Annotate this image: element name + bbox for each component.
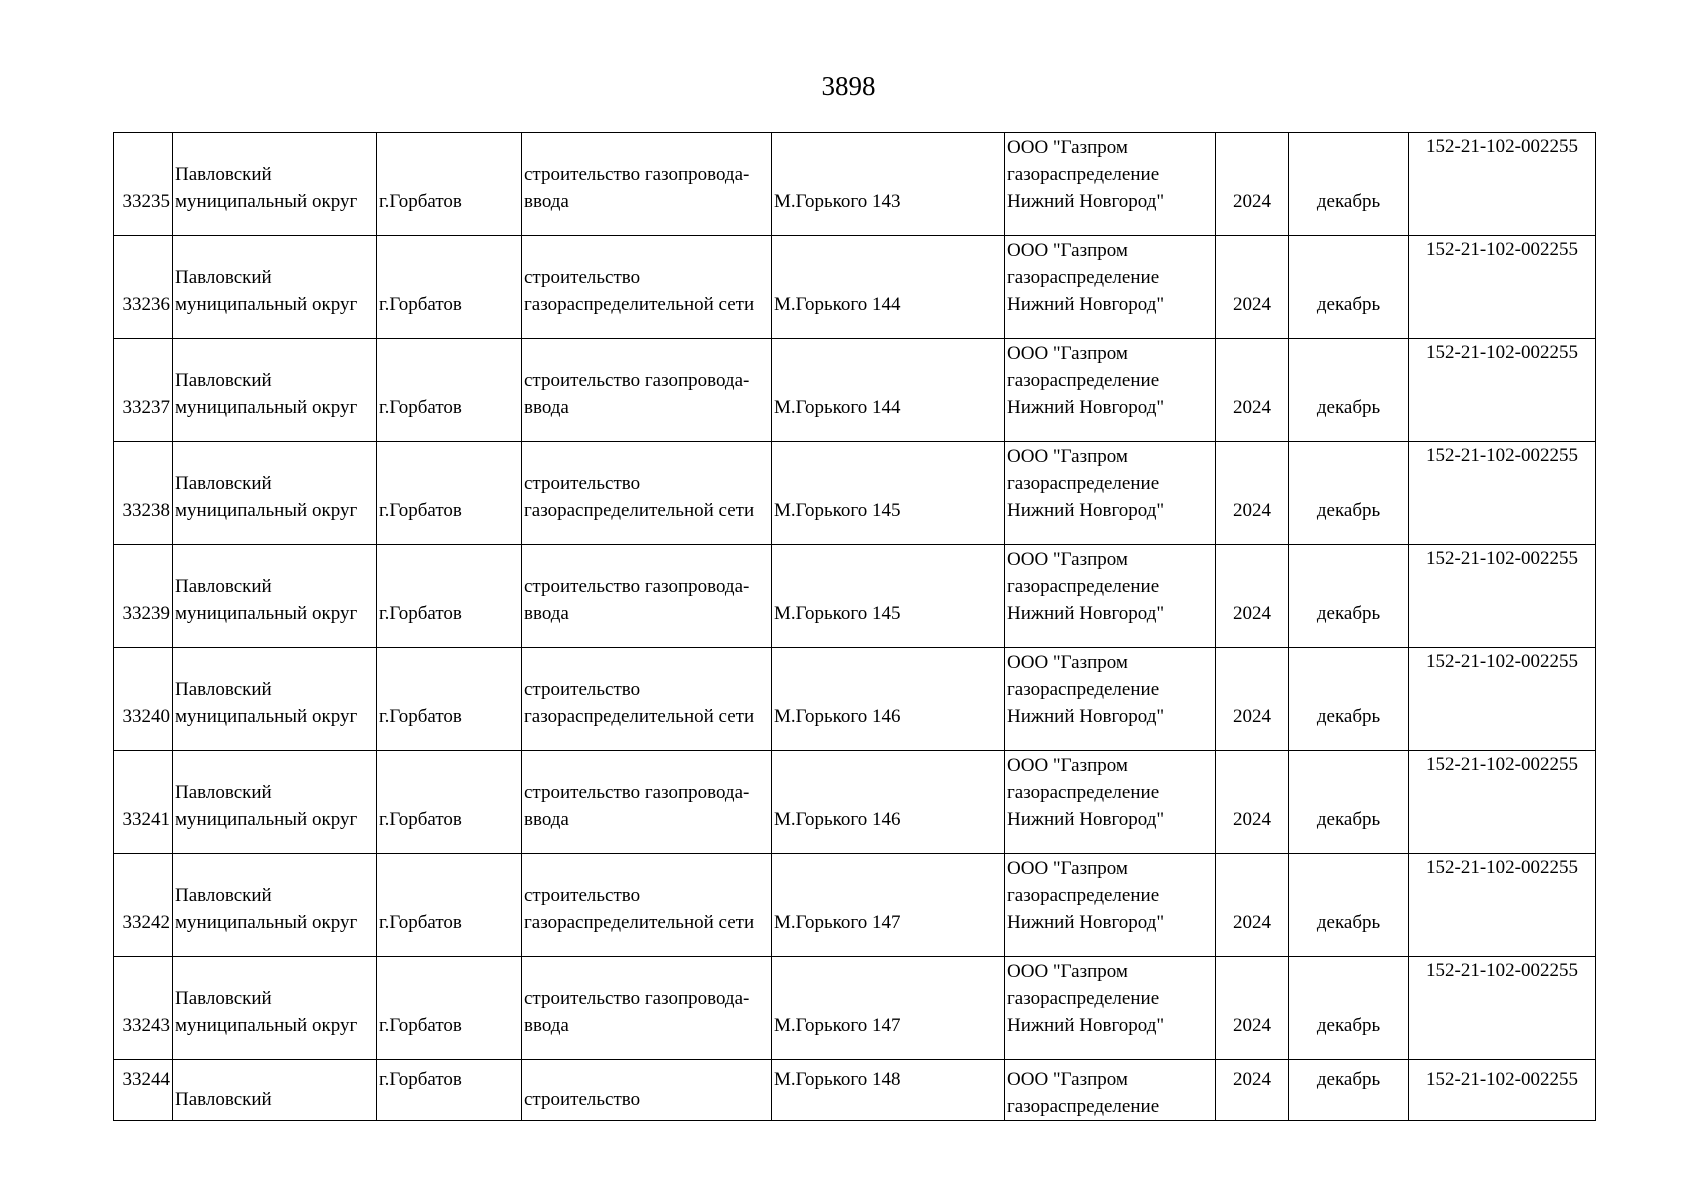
organization-cell-line: газораспределение [1007, 267, 1160, 288]
address-cell [772, 751, 1005, 854]
code-cell-text: 152-21-102-002255 [1426, 651, 1578, 672]
year-cell [1216, 133, 1289, 236]
locality-cell-text: г.Горбатов [379, 603, 462, 624]
address-cell-text: М.Горького 146 [774, 809, 901, 830]
year-cell-text: 2024 [1233, 1069, 1271, 1090]
locality-cell-text: г.Горбатов [379, 500, 462, 521]
work-type-cell [522, 236, 772, 339]
locality-cell-text: г.Горбатов [379, 294, 462, 315]
organization-cell-line: ООО "Газпром [1007, 240, 1128, 261]
year-cell-text: 2024 [1233, 1015, 1271, 1036]
organization-cell [1005, 236, 1216, 339]
work-type-cell-line: ввода [524, 191, 569, 212]
code-cell-text: 152-21-102-002255 [1426, 342, 1578, 363]
address-cell [772, 442, 1005, 545]
table-row [114, 957, 1596, 1060]
locality-cell [377, 1060, 522, 1121]
district-cell-line: муниципальный округ [175, 603, 358, 624]
locality-cell-text: г.Горбатов [379, 706, 462, 727]
district-cell [173, 1060, 377, 1121]
code-cell-text: 152-21-102-002255 [1426, 1069, 1578, 1090]
district-cell [173, 133, 377, 236]
address-cell-text: М.Горького 143 [774, 191, 901, 212]
year-cell [1216, 648, 1289, 751]
address-cell-text: М.Горького 145 [774, 500, 901, 521]
code-cell-text: 152-21-102-002255 [1426, 960, 1578, 981]
page-number: 3898 [821, 71, 876, 101]
district-cell-line: Павловский [175, 885, 272, 906]
district-cell-line: Павловский [175, 164, 272, 185]
district-cell-line: муниципальный округ [175, 809, 358, 830]
locality-cell-text: г.Горбатов [379, 397, 462, 418]
organization-cell-line: Нижний Новгород" [1007, 397, 1165, 418]
row-number-text: 33239 [122, 603, 170, 624]
table-row [114, 133, 1596, 236]
locality-cell-text: г.Горбатов [379, 1015, 462, 1036]
district-cell [173, 236, 377, 339]
work-type-cell-line: газораспределительной сети [524, 294, 755, 315]
row-number-text: 33235 [122, 191, 170, 212]
code-cell-text: 152-21-102-002255 [1426, 548, 1578, 569]
month-cell-text: декабрь [1316, 191, 1381, 212]
organization-cell-line: ООО "Газпром [1007, 446, 1128, 467]
year-cell [1216, 339, 1289, 442]
row-number [114, 1060, 173, 1121]
address-cell [772, 339, 1005, 442]
district-cell-line: Павловский [175, 1089, 272, 1110]
district-cell [173, 339, 377, 442]
district-cell-line: муниципальный округ [175, 191, 358, 212]
locality-cell [377, 236, 522, 339]
month-cell [1289, 236, 1409, 339]
organization-cell-line: газораспределение [1007, 1096, 1160, 1117]
work-type-cell-line: строительство газопровода- [524, 988, 750, 1009]
year-cell-text: 2024 [1233, 809, 1271, 830]
table-row [114, 751, 1596, 854]
work-type-cell-line: ввода [524, 809, 569, 830]
year-cell [1216, 236, 1289, 339]
district-cell [173, 751, 377, 854]
year-cell [1216, 1060, 1289, 1121]
organization-cell [1005, 854, 1216, 957]
code-cell [1409, 442, 1596, 545]
table-row [114, 339, 1596, 442]
row-number [114, 648, 173, 751]
work-type-cell [522, 133, 772, 236]
district-cell-line: Павловский [175, 370, 272, 391]
row-number-text: 33236 [122, 294, 170, 315]
organization-cell-line: газораспределение [1007, 885, 1160, 906]
month-cell-text: декабрь [1316, 1015, 1381, 1036]
organization-cell [1005, 957, 1216, 1060]
organization-cell [1005, 648, 1216, 751]
month-cell [1289, 648, 1409, 751]
month-cell-text: декабрь [1316, 912, 1381, 933]
address-cell-text: М.Горького 146 [774, 706, 901, 727]
work-type-cell [522, 648, 772, 751]
work-type-cell-line: ввода [524, 1015, 569, 1036]
organization-cell-line: Нижний Новгород" [1007, 912, 1165, 933]
organization-cell [1005, 545, 1216, 648]
row-number-text: 33238 [122, 500, 170, 521]
work-type-cell-line: строительство [524, 679, 641, 700]
row-number-text: 33237 [122, 397, 170, 418]
address-cell [772, 854, 1005, 957]
month-cell-text: декабрь [1316, 294, 1381, 315]
organization-cell-line: ООО "Газпром [1007, 858, 1128, 879]
district-cell [173, 648, 377, 751]
month-cell-text: декабрь [1316, 706, 1381, 727]
work-type-cell [522, 339, 772, 442]
organization-cell-line: газораспределение [1007, 576, 1160, 597]
month-cell [1289, 854, 1409, 957]
locality-cell [377, 339, 522, 442]
row-number [114, 545, 173, 648]
organization-cell-line: ООО "Газпром [1007, 755, 1128, 776]
organization-cell-line: ООО "Газпром [1007, 343, 1128, 364]
work-type-cell-line: газораспределительной сети [524, 912, 755, 933]
district-cell [173, 957, 377, 1060]
district-cell-line: муниципальный округ [175, 1015, 358, 1036]
row-number [114, 751, 173, 854]
month-cell [1289, 339, 1409, 442]
work-type-cell-line: строительство [524, 1089, 641, 1110]
address-cell-text: М.Горького 147 [774, 912, 901, 933]
locality-cell [377, 545, 522, 648]
month-cell [1289, 442, 1409, 545]
district-cell-line: муниципальный округ [175, 500, 358, 521]
work-type-cell [522, 957, 772, 1060]
code-cell-text: 152-21-102-002255 [1426, 754, 1578, 775]
district-cell-line: муниципальный округ [175, 912, 358, 933]
organization-cell-line: Нижний Новгород" [1007, 500, 1165, 521]
month-cell-text: декабрь [1316, 809, 1381, 830]
code-cell-text: 152-21-102-002255 [1426, 239, 1578, 260]
work-type-cell [522, 854, 772, 957]
year-cell [1216, 854, 1289, 957]
code-cell [1409, 1060, 1596, 1121]
address-cell-text: М.Горького 144 [774, 294, 901, 315]
locality-cell [377, 442, 522, 545]
year-cell [1216, 751, 1289, 854]
district-cell [173, 545, 377, 648]
table-row [114, 648, 1596, 751]
organization-cell-line: ООО "Газпром [1007, 652, 1128, 673]
work-type-cell [522, 442, 772, 545]
work-type-cell-line: ввода [524, 603, 569, 624]
work-type-cell [522, 545, 772, 648]
locality-cell [377, 854, 522, 957]
year-cell-text: 2024 [1233, 294, 1271, 315]
work-type-cell-line: строительство [524, 473, 641, 494]
district-cell-line: Павловский [175, 679, 272, 700]
locality-cell [377, 648, 522, 751]
month-cell [1289, 751, 1409, 854]
organization-cell-line: Нижний Новгород" [1007, 1015, 1165, 1036]
year-cell-text: 2024 [1233, 706, 1271, 727]
code-cell [1409, 133, 1596, 236]
table-row [114, 1060, 1596, 1121]
locality-cell [377, 133, 522, 236]
row-number-text: 33243 [122, 1015, 170, 1036]
row-number-text: 33242 [122, 912, 170, 933]
address-cell-text: М.Горького 144 [774, 397, 901, 418]
organization-cell [1005, 442, 1216, 545]
district-cell-line: Павловский [175, 782, 272, 803]
month-cell [1289, 957, 1409, 1060]
work-type-cell-line: строительство [524, 267, 641, 288]
locality-cell-text: г.Горбатов [379, 912, 462, 933]
district-cell-line: муниципальный округ [175, 706, 358, 727]
organization-cell-line: ООО "Газпром [1007, 549, 1128, 570]
code-cell [1409, 339, 1596, 442]
organization-cell-line: газораспределение [1007, 164, 1160, 185]
year-cell [1216, 545, 1289, 648]
district-cell-line: Павловский [175, 267, 272, 288]
code-cell [1409, 545, 1596, 648]
organization-cell [1005, 133, 1216, 236]
month-cell [1289, 133, 1409, 236]
organization-cell-line: газораспределение [1007, 679, 1160, 700]
address-cell [772, 236, 1005, 339]
district-cell-line: Павловский [175, 988, 272, 1009]
locality-cell-text: г.Горбатов [379, 191, 462, 212]
year-cell [1216, 442, 1289, 545]
district-cell-line: Павловский [175, 473, 272, 494]
row-number [114, 957, 173, 1060]
row-number-text: 33241 [122, 809, 170, 830]
organization-cell [1005, 339, 1216, 442]
row-number [114, 854, 173, 957]
code-cell [1409, 648, 1596, 751]
table-row [114, 545, 1596, 648]
address-cell [772, 648, 1005, 751]
row-number-text: 33244 [122, 1069, 170, 1090]
district-cell [173, 854, 377, 957]
district-cell-line: муниципальный округ [175, 294, 358, 315]
organization-cell-line: газораспределение [1007, 370, 1160, 391]
month-cell-text: декабрь [1316, 603, 1381, 624]
row-number [114, 133, 173, 236]
address-cell [772, 957, 1005, 1060]
organization-cell-line: Нижний Новгород" [1007, 191, 1165, 212]
work-type-cell-line: газораспределительной сети [524, 500, 755, 521]
code-cell-text: 152-21-102-002255 [1426, 445, 1578, 466]
code-cell [1409, 854, 1596, 957]
locality-cell [377, 957, 522, 1060]
organization-cell-line: газораспределение [1007, 988, 1160, 1009]
work-type-cell-line: ввода [524, 397, 569, 418]
month-cell [1289, 1060, 1409, 1121]
organization-cell-line: ООО "Газпром [1007, 961, 1128, 982]
work-type-cell [522, 1060, 772, 1121]
row-number [114, 236, 173, 339]
work-type-cell-line: строительство газопровода- [524, 576, 750, 597]
code-cell-text: 152-21-102-002255 [1426, 136, 1578, 157]
district-cell-line: Павловский [175, 576, 272, 597]
organization-cell-line: Нижний Новгород" [1007, 603, 1165, 624]
locality-cell-text: г.Горбатов [379, 809, 462, 830]
address-cell [772, 1060, 1005, 1121]
code-cell [1409, 751, 1596, 854]
row-number [114, 442, 173, 545]
table-row [114, 854, 1596, 957]
address-cell-text: М.Горького 148 [774, 1069, 901, 1090]
month-cell-text: декабрь [1316, 500, 1381, 521]
row-number [114, 339, 173, 442]
work-type-cell-line: строительство газопровода- [524, 164, 750, 185]
organization-cell-line: газораспределение [1007, 782, 1160, 803]
year-cell-text: 2024 [1233, 603, 1271, 624]
organization-cell-line: ООО "Газпром [1007, 1069, 1128, 1090]
year-cell-text: 2024 [1233, 500, 1271, 521]
year-cell-text: 2024 [1233, 912, 1271, 933]
address-cell [772, 545, 1005, 648]
address-cell-text: М.Горького 145 [774, 603, 901, 624]
table-row [114, 236, 1596, 339]
year-cell-text: 2024 [1233, 191, 1271, 212]
organization-cell-line: ООО "Газпром [1007, 137, 1128, 158]
work-type-cell-line: газораспределительной сети [524, 706, 755, 727]
work-type-cell [522, 751, 772, 854]
row-number-text: 33240 [122, 706, 170, 727]
organization-cell [1005, 1060, 1216, 1121]
address-cell-text: М.Горького 147 [774, 1015, 901, 1036]
year-cell [1216, 957, 1289, 1060]
district-cell [173, 442, 377, 545]
code-cell [1409, 236, 1596, 339]
code-cell [1409, 957, 1596, 1060]
district-cell-line: муниципальный округ [175, 397, 358, 418]
address-cell [772, 133, 1005, 236]
organization-cell-line: Нижний Новгород" [1007, 294, 1165, 315]
locality-cell-text: г.Горбатов [379, 1069, 462, 1090]
work-type-cell-line: строительство газопровода- [524, 370, 750, 391]
month-cell [1289, 545, 1409, 648]
table-row [114, 442, 1596, 545]
work-type-cell-line: строительство [524, 885, 641, 906]
register-table [113, 132, 1596, 1121]
locality-cell [377, 751, 522, 854]
year-cell-text: 2024 [1233, 397, 1271, 418]
month-cell-text: декабрь [1316, 397, 1381, 418]
code-cell-text: 152-21-102-002255 [1426, 857, 1578, 878]
organization-cell-line: Нижний Новгород" [1007, 706, 1165, 727]
organization-cell-line: газораспределение [1007, 473, 1160, 494]
organization-cell [1005, 751, 1216, 854]
month-cell-text: декабрь [1316, 1069, 1381, 1090]
table-body [114, 133, 1596, 1121]
work-type-cell-line: строительство газопровода- [524, 782, 750, 803]
organization-cell-line: Нижний Новгород" [1007, 809, 1165, 830]
